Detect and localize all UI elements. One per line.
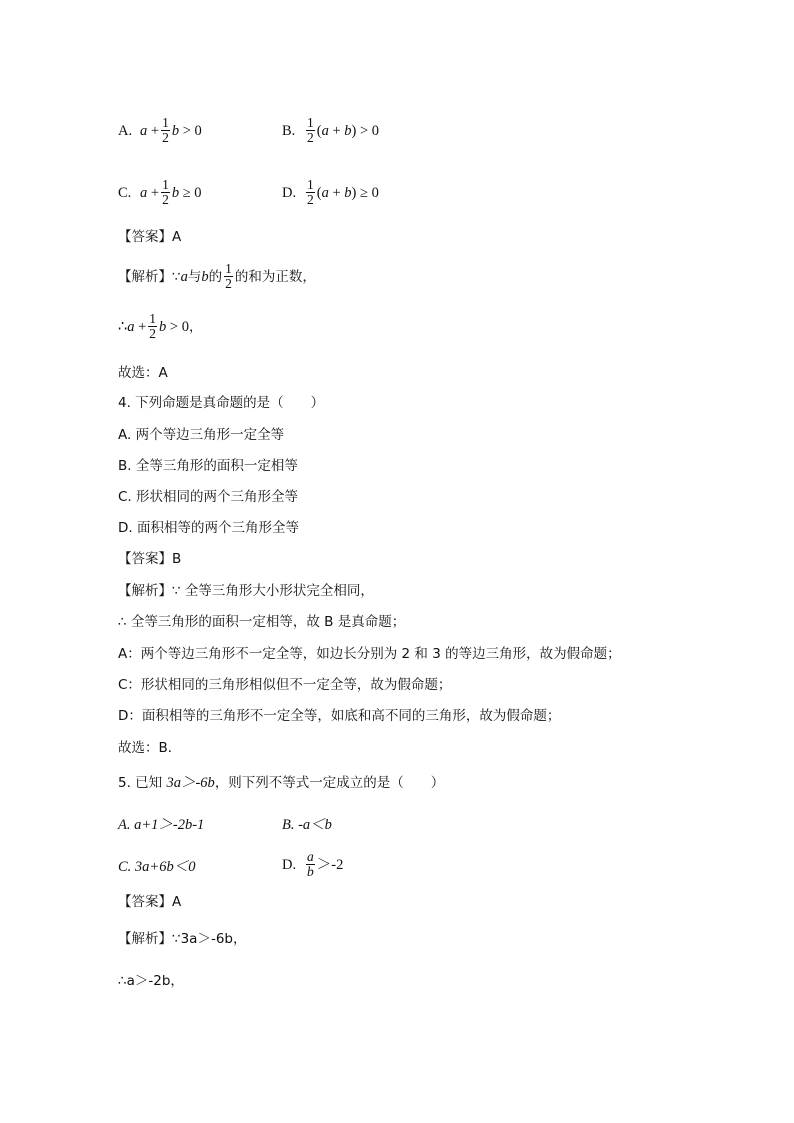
frac-den: 2 [307,192,314,207]
q5-option-b: B. -a＜b [282,817,332,833]
q4-option-c: C. 形状相同的两个三角形全等 [118,489,299,505]
paren: ) [351,122,357,139]
var-a: a [321,122,329,139]
plus-sign: + [332,184,341,201]
q5-option-d [282,850,343,879]
q4-analysis-line: C：形状相同的三角形相似但不一定全等，故为假命题； [118,677,452,693]
frac-den: 2 [162,130,169,145]
var-b: b [344,122,352,139]
frac-den: 2 [149,326,157,341]
q4-option-b: B. 全等三角形的面积一定相等 [118,458,298,474]
q4-option-d: D. 面积相等的两个三角形全等 [118,520,299,536]
var-a: a [140,184,148,201]
relation: > 0 [169,318,189,335]
option-label: D. [282,184,297,201]
q5-analysis-line2: ∴a＞-2b， [118,973,184,989]
fraction-a-over-b [306,850,315,879]
var-b: b [159,318,167,335]
plus-sign: + [150,122,160,139]
q3-option-a [118,116,202,145]
q4-option-a: A. 两个等边三角形一定全等 [118,427,285,443]
q5-analysis-line1: 【解析】∵3a＞-6b， [118,931,247,947]
paren: ) [351,184,357,201]
var-b: b [171,122,180,139]
var-b: b [344,184,352,201]
analysis-text: 的 [208,268,223,285]
option-label: A. [118,122,133,139]
paren: ( [316,122,322,139]
relation: > 0 [360,122,380,139]
frac-num: 1 [307,177,314,192]
relation: ＞-2 [316,856,344,873]
q4-analysis-line: 【解析】∵ 全等三角形大小形状完全相同， [118,583,374,599]
frac-num: 1 [149,311,157,326]
q4-stem: 4. 下列命题是真命题的是（ ） [118,395,325,411]
q3-choose: 故选：A [118,365,168,381]
plus-sign: + [138,318,147,335]
q5-option-a: A. a+1＞-2b-1 [118,817,205,833]
fraction-half [224,262,233,291]
q3-option-d [282,178,379,207]
frac-den: 2 [307,130,314,145]
plus-sign: + [150,184,160,201]
frac-den: b [307,864,314,879]
option-label: B. [282,122,296,139]
analysis-text: 的和为正数， [234,268,316,285]
var-a: a [140,122,148,139]
q3-analysis-line1 [118,262,316,291]
var-b: b [201,268,209,285]
option-label: D. [282,856,297,873]
frac-num: 1 [162,177,169,192]
q5-stem [118,774,444,792]
q4-analysis-line: ∴ 全等三角形的面积一定相等，故 B 是真命题； [118,614,406,630]
var-a: a [127,318,135,335]
comma: ， [188,318,203,335]
relation: > 0 [182,122,202,139]
therefore-sign: ∴ [118,318,128,335]
stem-text: ，则下列不等式一定成立的是（ ） [214,775,445,791]
plus-sign: + [332,122,341,139]
frac-den: 2 [225,276,232,291]
frac-den: 2 [162,192,169,207]
q5-answer: 【答案】A [118,894,182,910]
relation: ≥ 0 [360,184,379,201]
paren: ( [316,184,322,201]
q4-choose: 故选：B． [118,740,182,756]
stem-math: 3a＞-6b [166,775,215,791]
q3-analysis-line2 [118,312,202,341]
analysis-prefix: 【解析】∵ [118,268,181,285]
relation: ≥ 0 [182,184,202,201]
option-label: C. [118,184,132,201]
q3-option-b [282,116,379,145]
q3-option-c [118,178,202,207]
q4-analysis-line: D：面积相等的三角形不一定全等，如底和高不同的三角形，故为假命题； [118,708,561,724]
var-a: a [180,268,188,285]
fraction-half [306,178,315,207]
fraction-half [161,116,170,145]
frac-num: 1 [162,115,169,130]
fraction-half [306,116,315,145]
stem-text: 5. 已知 [118,775,167,791]
frac-num: 1 [307,115,314,130]
fraction-half [161,178,170,207]
q3-answer: 【答案】A [118,229,182,245]
frac-num: 1 [225,261,232,276]
q4-analysis-line: A：两个等边三角形不一定全等，如边长分别为 2 和 3 的等边三角形，故为假命题； [118,646,621,662]
q4-answer: 【答案】B [118,551,182,567]
analysis-text: 与 [187,268,202,285]
var-a: a [321,184,329,201]
var-b: b [171,184,180,201]
frac-num: a [307,849,314,864]
q5-option-c: C. 3a+6b＜0 [118,859,196,875]
fraction-half [148,312,157,341]
